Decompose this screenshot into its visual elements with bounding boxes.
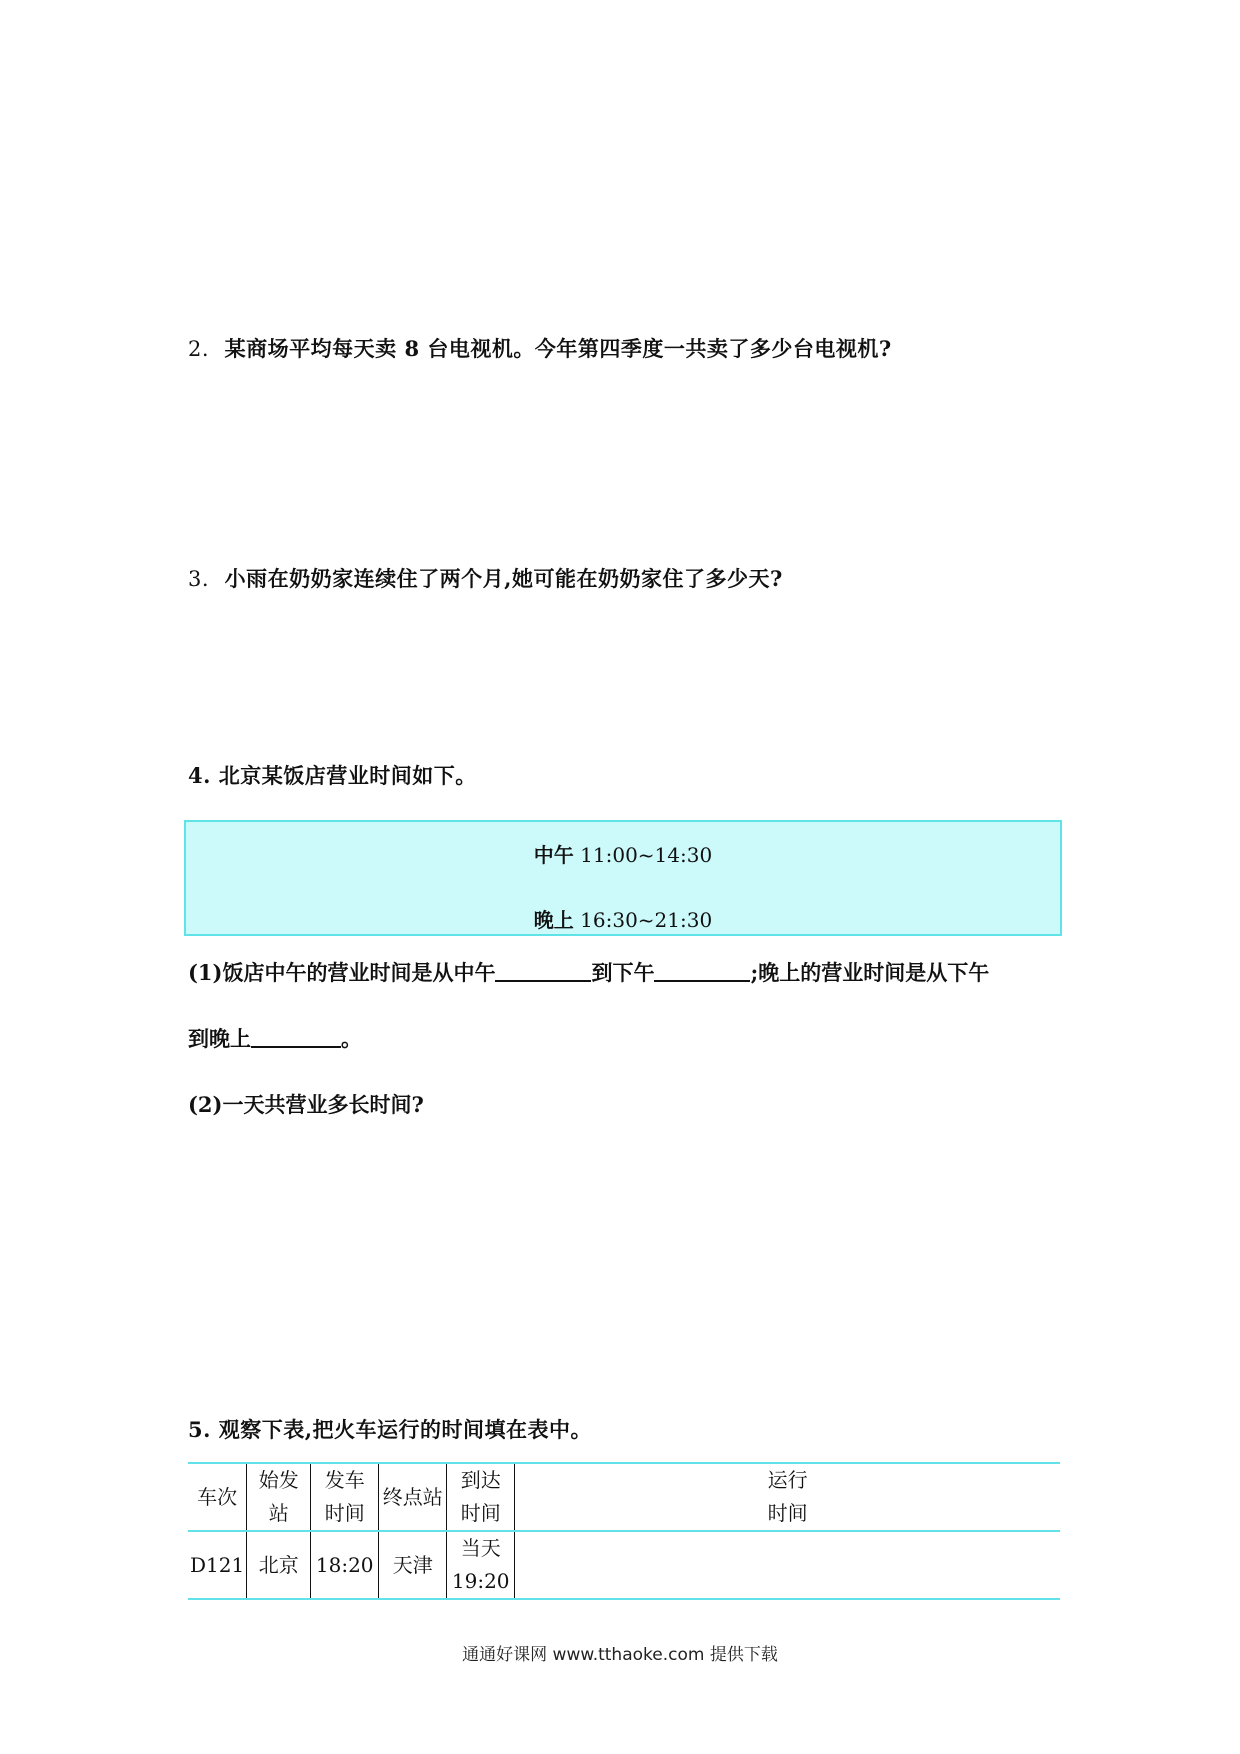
table-header-row — [188, 1463, 1060, 1531]
sub1-text-c: ;晚上的营业时间是从下午 — [750, 960, 990, 985]
noon-hours — [186, 839, 1060, 868]
question-2-number: 2. — [188, 337, 210, 361]
question-2-text: 某商场平均每天卖 8 台电视机。今年第四季度一共卖了多少台电视机? — [224, 336, 892, 361]
business-hours-box — [184, 820, 1062, 936]
question-3-number: 3. — [188, 567, 210, 591]
cell-departure-time: 18:20 — [311, 1531, 379, 1599]
header-origin: 始发站 — [247, 1463, 311, 1531]
answer-blank-evening-end[interactable] — [251, 1026, 341, 1048]
sub1-text-a: (1)饭店中午的营业时间是从中午 — [188, 960, 496, 985]
question-4: 4. 北京某饭店营业时间如下。 — [188, 763, 477, 788]
cell-destination: 天津 — [379, 1531, 447, 1599]
cell-train-no: D121 — [188, 1531, 247, 1599]
question-3 — [188, 563, 783, 593]
sub1-text-d: 到晚上 — [188, 1026, 251, 1051]
sub-question-1-line-2 — [188, 1023, 362, 1053]
header-destination: 终点站 — [379, 1463, 447, 1531]
cell-origin: 北京 — [247, 1531, 311, 1599]
evening-time: 16:30~21:30 — [580, 908, 713, 932]
sub1-text-b: 到下午 — [591, 960, 655, 985]
sub-question-1-line-1 — [188, 957, 989, 987]
cell-duration-answer[interactable] — [515, 1531, 1060, 1599]
header-arrival-time: 到达 时间 — [447, 1463, 515, 1531]
question-2 — [188, 333, 892, 363]
evening-label: 晚上 — [533, 908, 574, 932]
question-3-text: 小雨在奶奶家连续住了两个月,她可能在奶奶家住了多少天? — [224, 566, 783, 591]
footer-credit: 通通好课网 www.tthaoke.com 提供下载 — [462, 1645, 778, 1665]
answer-blank-noon-end[interactable] — [654, 960, 750, 982]
question-5: 5. 观察下表,把火车运行的时间填在表中。 — [188, 1417, 593, 1442]
sub-question-2: (2)一天共营业多长时间? — [188, 1092, 424, 1117]
header-train-no: 车次 — [188, 1463, 247, 1531]
header-duration: 运行 时间 — [515, 1463, 1060, 1531]
sub1-text-e: 。 — [341, 1026, 362, 1051]
cell-arrival-time: 当天 19:20 — [447, 1531, 515, 1599]
noon-time: 11:00~14:30 — [580, 843, 713, 867]
noon-label: 中午 — [533, 843, 574, 867]
train-schedule-table — [188, 1462, 1060, 1600]
header-departure-time: 发车 时间 — [311, 1463, 379, 1531]
answer-blank-noon-start[interactable] — [495, 960, 591, 982]
table-row — [188, 1531, 1060, 1599]
evening-hours — [186, 904, 1060, 933]
